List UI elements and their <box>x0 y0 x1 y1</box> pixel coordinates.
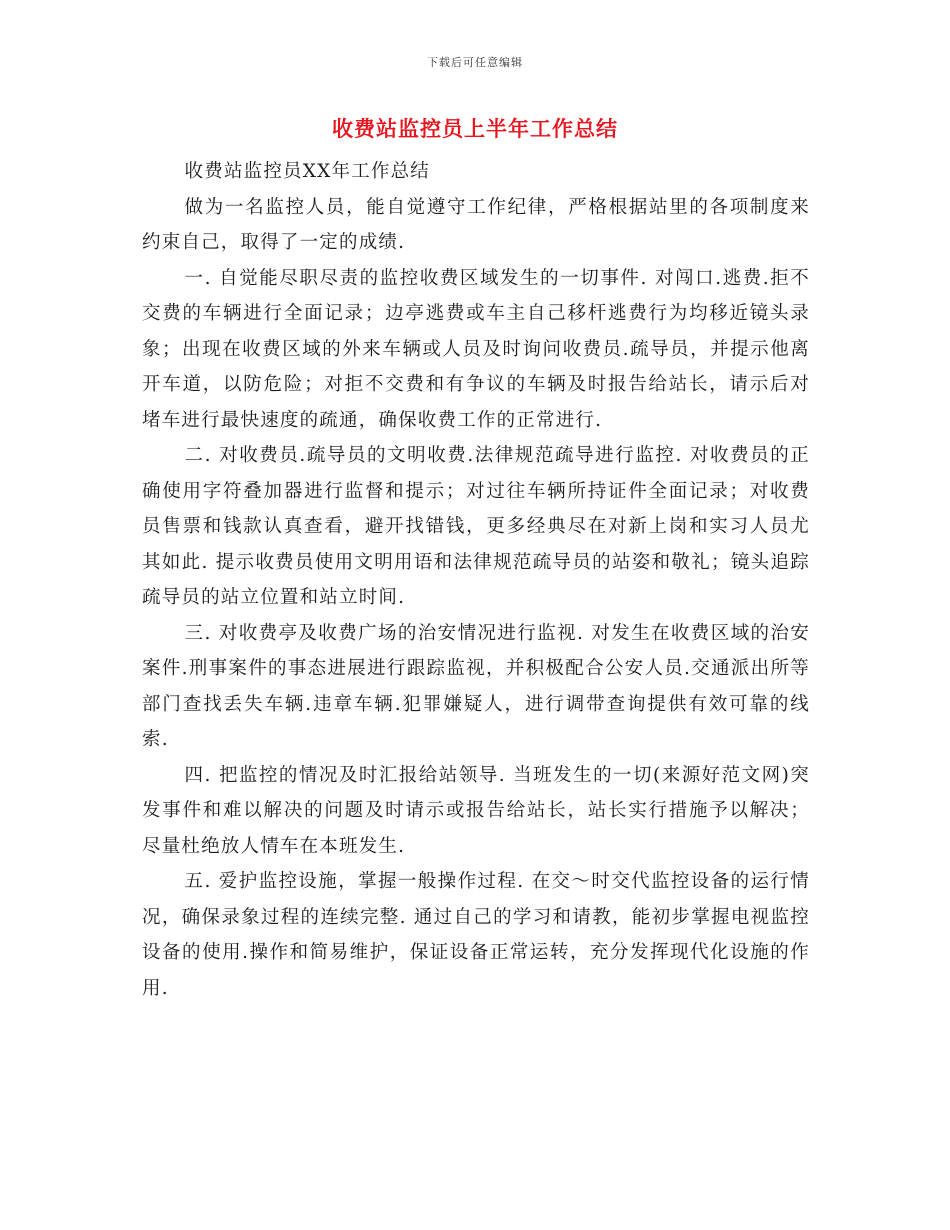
document-body <box>142 154 810 1006</box>
paragraph-subtitle: 收费站监控员XX年工作总结 <box>184 161 430 182</box>
paragraph-section-4: 四. 把监控的情况及时汇报给站领导. 当班发生的一切(来源好范文网)突发事件和难以解决的问题及时请示或报告给站长，站长实行措施予以解决；尽量杜绝放人情车在本班发生. <box>142 764 810 857</box>
paragraph-intro: 做为一名监控人员，能自觉遵守工作纪律，严格根据站里的各项制度来约束自己，取得了一定的成绩. <box>142 196 810 253</box>
paragraph-section-3: 三. 对收费亭及收费广场的治安情况进行监视. 对发生在收费区域的治安案件.刑事案件的事态进展进行跟踪监视，并积极配合公安人员.交通派出所等部门查找丢失车辆.违章车辆.犯罪嫌疑人，进行调带查询提供有效可靠的线索. <box>142 622 810 750</box>
paragraph-section-1: 一. 自觉能尽职尽责的监控收费区域发生的一切事件. 对闯口.逃费.拒不交费的车辆进行全面记录；边亭逃费或车主自己移杆逃费行为均移近镜头录象；出现在收费区域的外来车辆或人员及时询问收费员.疏导员，并提示他离开车道，以防危险；对拒不交费和有争议的车辆及时报告给站长，请示后对堵车进行最快速度的疏通，确保收费工作的正常进行. <box>142 267 810 431</box>
document-title: 收费站监控员上半年工作总结 <box>332 116 618 141</box>
header-note: 下载后可任意编辑 <box>427 56 523 69</box>
paragraph-section-5: 五. 爱护监控设施，掌握一般操作过程. 在交～时交代监控设备的运行情况，确保录象过程的连续完整. 通过自己的学习和请教，能初步掌握电视监控设备的使用.操作和简易维护，保证设备正常运转，充分发挥现代化设施的作用. <box>142 871 810 999</box>
paragraph-section-2: 二. 对收费员.疏导员的文明收费.法律规范疏导进行监控. 对收费员的正确使用字符叠加器进行监督和提示；对过往车辆所持证件全面记录；对收费员售票和钱款认真查看，避开找错钱，更多经典尽在对新上岗和实习人员尤其如此. 提示收费员使用文明用语和法律规范疏导员的站姿和敬礼；镜头追踪疏导员的站立位置和站立时间. <box>142 445 810 608</box>
